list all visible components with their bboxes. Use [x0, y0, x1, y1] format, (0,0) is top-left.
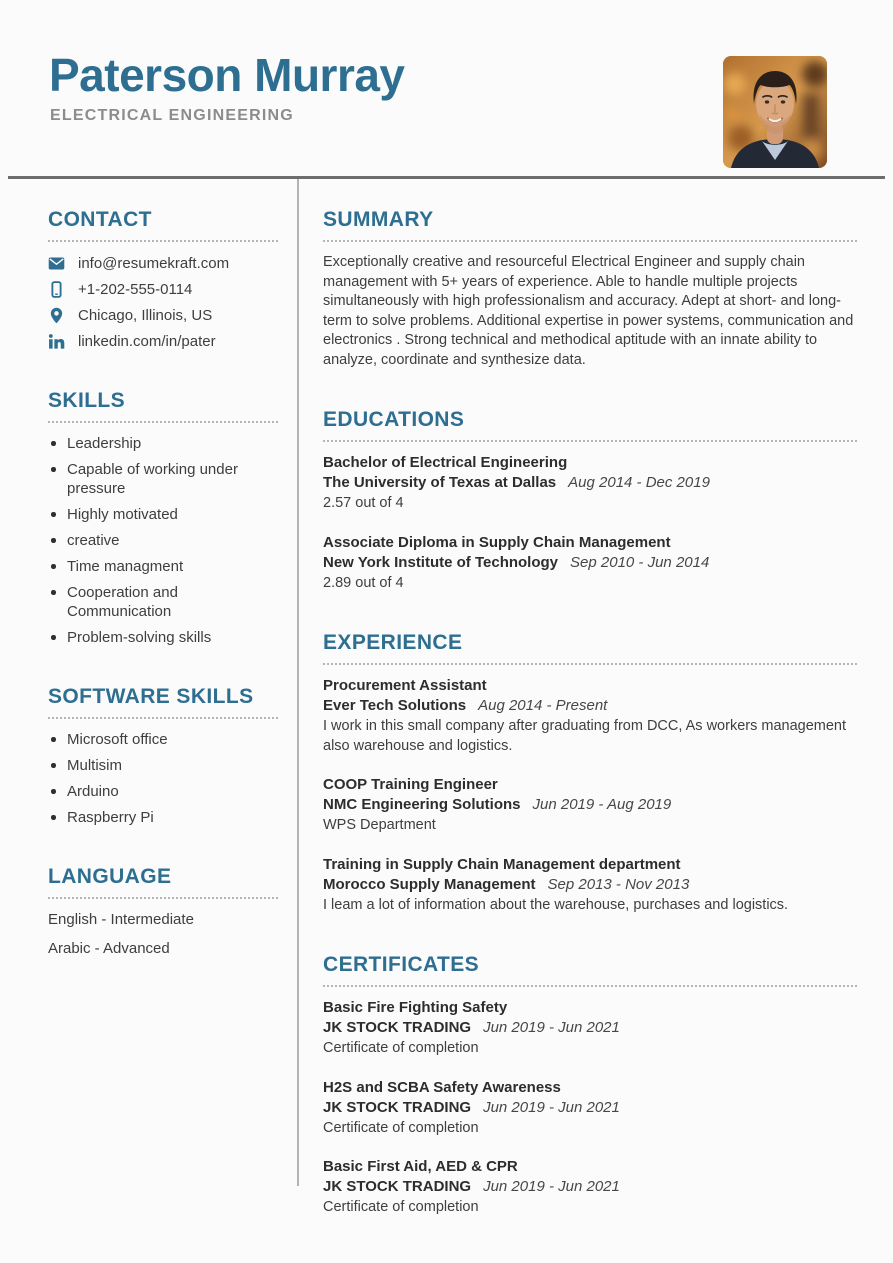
experience-dates: Aug 2014 - Present: [478, 697, 608, 714]
section-experience: [323, 631, 857, 915]
experience-description: I work in this small company after graduating from DCC, As workers management also warehouse and logistics.: [323, 718, 847, 754]
experience-role: COOP Training Engineer: [323, 776, 498, 793]
email-icon: [48, 255, 65, 272]
education-entry: [323, 453, 857, 514]
education-gpa: 2.89 out of 4: [323, 574, 404, 591]
contact-linkedin-text[interactable]: linkedin.com/in/pater: [78, 332, 216, 350]
phone-icon: [48, 281, 65, 298]
experience-dates: Sep 2013 - Nov 2013: [547, 875, 690, 893]
section-skills: [48, 389, 278, 647]
section-contact: [48, 208, 278, 351]
profile-photo-illustration: [723, 56, 827, 168]
software-skill-item: Raspberry Pi: [48, 808, 278, 827]
experience-entry: [323, 775, 857, 836]
software-skill-item: Multisim: [48, 756, 278, 775]
contact-location-text: Chicago, Illinois, US: [78, 306, 213, 324]
language-heading: LANGUAGE: [48, 865, 278, 899]
skill-item: Time managment: [48, 557, 278, 576]
experience-role: Training in Supply Chain Management department: [323, 855, 681, 873]
education-dates: Aug 2014 - Dec 2019: [568, 474, 710, 491]
certificate-note: Certificate of completion: [323, 1119, 479, 1136]
language-item: English - Intermediate: [48, 911, 194, 928]
education-school: The University of Texas at Dallas: [323, 474, 557, 491]
software-skill-item: Microsoft office: [48, 730, 278, 749]
certificate-issuer: JK STOCK TRADING: [323, 1019, 472, 1036]
right-column: [299, 179, 893, 1215]
header: [0, 0, 893, 176]
contact-email-text[interactable]: info@resumekraft.com: [78, 254, 230, 272]
experience-company: NMC Engineering Solutions: [323, 796, 521, 813]
certificate-title: Basic Fire Fighting Safety: [323, 999, 508, 1016]
certificate-entry: [323, 1157, 857, 1218]
contact-item-email: [48, 253, 278, 273]
software-skill-item: Arduino: [48, 782, 278, 801]
contact-item-linkedin: [48, 331, 278, 351]
section-educations: [323, 408, 857, 593]
location-icon: [48, 307, 65, 324]
experience-description: WPS Department: [323, 817, 436, 833]
section-language: [48, 865, 278, 958]
section-summary: [323, 208, 857, 370]
skill-item: Problem-solving skills: [48, 628, 278, 647]
software-skills-list: [48, 730, 278, 827]
certificate-note: Certificate of completion: [323, 1199, 479, 1215]
language-item: Arabic - Advanced: [48, 940, 170, 957]
skill-item: Cooperation and Communication: [48, 583, 278, 621]
experience-heading: EXPERIENCE: [323, 631, 857, 665]
contact-heading: CONTACT: [48, 208, 278, 242]
contact-item-location: [48, 305, 278, 325]
experience-company: Morocco Supply Management: [323, 875, 536, 893]
section-software-skills: [48, 685, 278, 827]
summary-text: Exceptionally creative and resourceful Electrical Engineer and supply chain management with 5+ years of experience. Able to handle multiple projects simultaneously with high professionalism and accuracy. Adept at short- and long-term to solve problems. Additional expertise in power systems, communication and electronics . Strong technical and methodical aptitude with an innate ability to analyze, coordinate and synthesize data.: [323, 254, 854, 368]
education-gpa: 2.57 out of 4: [323, 495, 404, 511]
skills-list: [48, 434, 278, 647]
skills-heading: SKILLS: [48, 389, 278, 423]
skill-item: Capable of working under pressure: [48, 460, 278, 498]
certificate-title: H2S and SCBA Safety Awareness: [323, 1078, 561, 1096]
certificate-issuer: JK STOCK TRADING: [323, 1098, 472, 1116]
experience-entry: [323, 855, 857, 916]
main-columns: [0, 179, 893, 1215]
skill-item: Highly motivated: [48, 505, 278, 524]
certificate-note: Certificate of completion: [323, 1040, 479, 1056]
educations-heading: EDUCATIONS: [323, 408, 857, 442]
experience-description: I leam a lot of information about the warehouse, purchases and logistics.: [323, 896, 789, 913]
profile-photo: [723, 56, 827, 168]
certificates-heading: CERTIFICATES: [323, 953, 857, 987]
education-degree: Bachelor of Electrical Engineering: [323, 454, 568, 471]
certificate-entry: [323, 1078, 857, 1139]
education-school: New York Institute of Technology: [323, 553, 559, 571]
contact-item-phone: [48, 279, 278, 299]
left-column: [0, 179, 297, 1186]
candidate-job-title: ELECTRICAL ENGINEERING: [50, 107, 294, 124]
certificate-dates: Jun 2019 - Jun 2021: [483, 1019, 620, 1036]
certificate-dates: Jun 2019 - Jun 2021: [483, 1098, 620, 1116]
section-certificates: [323, 953, 857, 1218]
experience-role: Procurement Assistant: [323, 677, 487, 694]
summary-heading: SUMMARY: [323, 208, 857, 242]
linkedin-icon: [48, 333, 65, 350]
certificate-title: Basic First Aid, AED & CPR: [323, 1158, 518, 1175]
skill-item: Leadership: [48, 434, 278, 453]
skill-item: creative: [48, 531, 278, 550]
candidate-name: Paterson Murray: [49, 49, 405, 101]
education-degree: Associate Diploma in Supply Chain Management: [323, 533, 671, 551]
certificate-dates: Jun 2019 - Jun 2021: [483, 1178, 620, 1195]
experience-dates: Jun 2019 - Aug 2019: [532, 796, 672, 813]
experience-entry: [323, 676, 857, 756]
certificate-issuer: JK STOCK TRADING: [323, 1178, 472, 1195]
education-dates: Sep 2010 - Jun 2014: [570, 553, 710, 571]
certificate-entry: [323, 998, 857, 1059]
software-skills-heading: SOFTWARE SKILLS: [48, 685, 278, 719]
experience-company: Ever Tech Solutions: [323, 697, 467, 714]
education-entry: [323, 533, 857, 594]
contact-phone-text: +1-202-555-0114: [78, 280, 193, 298]
